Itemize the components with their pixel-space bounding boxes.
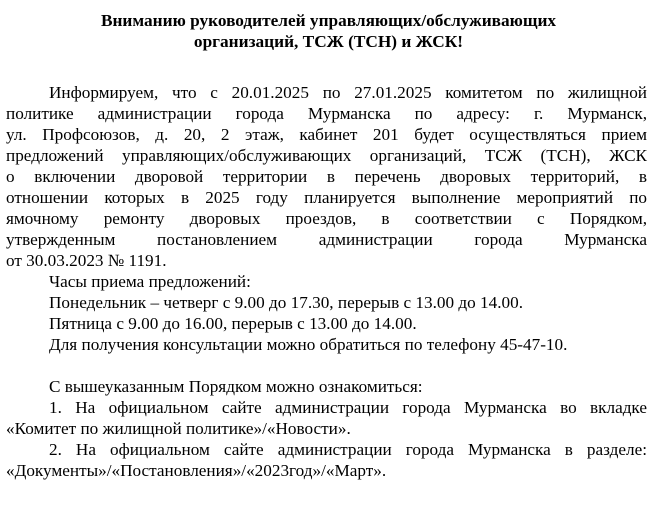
intro-line: утвержденным постановлением администрации города Мурманска [6, 230, 647, 249]
procedure-item-2-cont: «Документы»/«Постановления»/«2023год»/«Март». [6, 461, 387, 480]
intro-line: ул. Профсоюзов, д. 20, 2 этаж, кабинет 201 будет осуществляться прием [6, 125, 647, 144]
hours-mon-thu: Понедельник – четверг с 9.00 до 17.30, перерыв с 13.00 до 14.00. [49, 293, 523, 312]
procedure-item-2: 2. На официальном сайте администрации города Мурманска в разделе: [49, 440, 647, 459]
procedure-item-1: 1. На официальном сайте администрации города Мурманска во вкладке [49, 398, 647, 417]
notice-title-line-2: организаций, ТСЖ (ТСН) и ЖСК! [193, 32, 464, 51]
intro-line: ямочному ремонту дворовых проездов, в соответствии с Порядком, [6, 209, 647, 228]
hours-heading: Часы приема предложений: [49, 272, 251, 291]
intro-line: о включении дворовой территории в перечень дворовых территорий, в [6, 167, 647, 186]
intro-line: отношении которых в 2025 году планируется выполнение мероприятий по [6, 188, 647, 207]
notice-title-line-1: Вниманию руководителей управляющих/обслуживающих [100, 11, 557, 30]
intro-line: политике администрации города Мурманска по адресу: г. Мурманск, [6, 104, 647, 123]
intro-line: от 30.03.2023 № 1191. [6, 251, 167, 270]
intro-paragraph [6, 82, 647, 271]
hours-friday: Пятница с 9.00 до 16.00, перерыв с 13.00 до 14.00. [49, 314, 417, 333]
intro-line: предложений управляющих/обслуживающих организаций, ТСЖ (ТСН), ЖСК [6, 146, 647, 165]
procedure-item-1-cont: «Комитет по жилищной политике»/«Новости». [6, 419, 351, 438]
intro-line: Информируем, что с 20.01.2025 по 27.01.2025 комитетом по жилищной [49, 83, 647, 102]
notice-title [0, 10, 657, 52]
procedure-heading: С вышеуказанным Порядком можно ознакомиться: [49, 377, 423, 396]
consultation-phone: Для получения консультации можно обратиться по телефону 45-47-10. [49, 335, 568, 354]
